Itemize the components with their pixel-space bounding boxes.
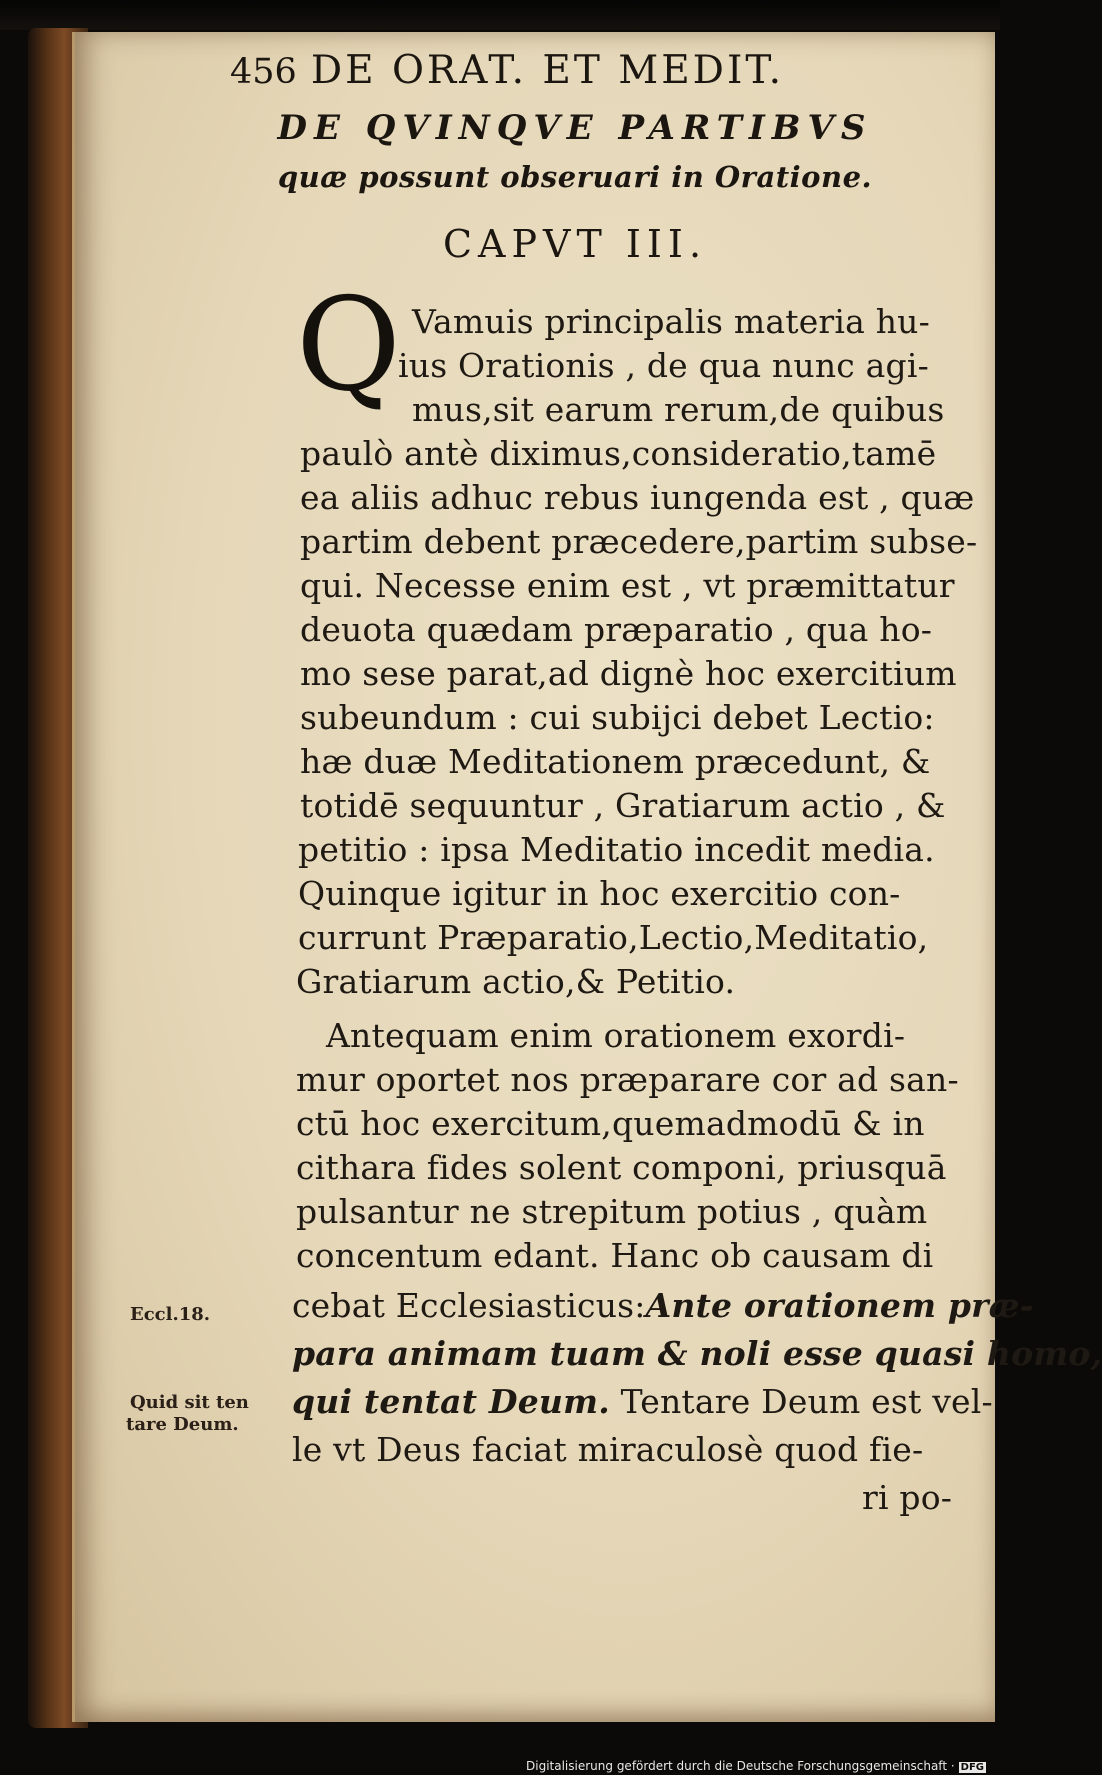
body-line: paulò antè diximus,consideratio,tamē — [300, 434, 937, 473]
body-line: mo sese parat,ad dignè hoc exercitium — [300, 654, 957, 693]
body-line: cithara fides solent componi, priusquā — [296, 1148, 947, 1187]
scripture-quote: Ante orationem præ- — [645, 1286, 1034, 1325]
body-line: ea aliis adhuc rebus iungenda est , quæ — [300, 478, 975, 517]
body-line: Gratiarum actio,& Petitio. — [296, 962, 736, 1001]
chapter-title: CAPVT III. — [442, 222, 708, 266]
body-line: ctū hoc exercitum,quemadmodū & in — [296, 1104, 925, 1143]
body-line: mus,sit earum rerum,de quibus — [412, 390, 945, 429]
body-line: partim debent præcedere,partim subse- — [300, 522, 978, 561]
body-line — [292, 1334, 1102, 1374]
body-line: concentum edant. Hanc ob causam di — [296, 1236, 934, 1275]
body-line: pulsantur ne strepitum potius , quàm — [296, 1192, 928, 1231]
body-line: subeundum : cui subijci debet Lectio: — [300, 698, 935, 737]
body-line — [292, 1382, 993, 1422]
running-head — [230, 48, 920, 93]
body-line: Vamuis principalis materia hu- — [412, 302, 930, 341]
running-title: DE ORAT. ET MEDIT. — [310, 48, 785, 93]
body-line: qui. Necesse enim est , vt præmittatur — [300, 566, 955, 605]
body-line: Antequam enim orationem exordi- — [326, 1016, 906, 1055]
margin-note-line1: Quid sit ten — [130, 1392, 249, 1413]
credit-text: Digitalisierung gefördert durch die Deutsche Forschungsgemeinschaft · — [526, 1759, 955, 1773]
scripture-quote: para animam tuam & noli esse quasi homo, — [292, 1334, 1102, 1373]
section-heading-line1: DE QVINQVE PARTIBVS — [277, 108, 873, 148]
body-text: Tentare Deum est vel- — [609, 1382, 993, 1421]
body-line: currunt Præparatio,Lectio,Meditatio, — [298, 918, 929, 957]
margin-reference: Eccl.18. — [130, 1304, 211, 1325]
page-number: 456 — [230, 52, 297, 92]
body-line: petitio : ipsa Meditatio incedit media. — [298, 830, 935, 869]
body-line: ius Orationis , de qua nunc agi- — [398, 346, 929, 385]
digitization-credit — [526, 1759, 986, 1773]
body-line: totidē sequuntur , Gratiarum actio , & — [300, 786, 946, 825]
body-line: hæ duæ Meditationem præcedunt, & — [300, 742, 931, 781]
scan-background — [0, 0, 1000, 30]
body-line: deuota quædam præparatio , qua ho- — [300, 610, 933, 649]
body-line: mur oportet nos præparare cor ad san- — [296, 1060, 959, 1099]
section-heading-line2: quæ possunt obseruari in Oratione. — [277, 160, 873, 194]
body-line — [292, 1286, 1034, 1326]
margin-note-line2: tare Deum. — [126, 1414, 239, 1435]
dfg-logo: DFG — [960, 1762, 984, 1773]
drop-cap: Q — [296, 271, 401, 420]
scripture-quote: qui tentat Deum. — [292, 1382, 610, 1421]
catchword: ri po- — [862, 1478, 953, 1517]
body-line: Quinque igitur in hoc exercitio con- — [298, 874, 901, 913]
body-line: le vt Deus faciat miraculosè quod fie- — [292, 1430, 924, 1469]
body-text: cebat Ecclesiasticus: — [292, 1286, 646, 1325]
